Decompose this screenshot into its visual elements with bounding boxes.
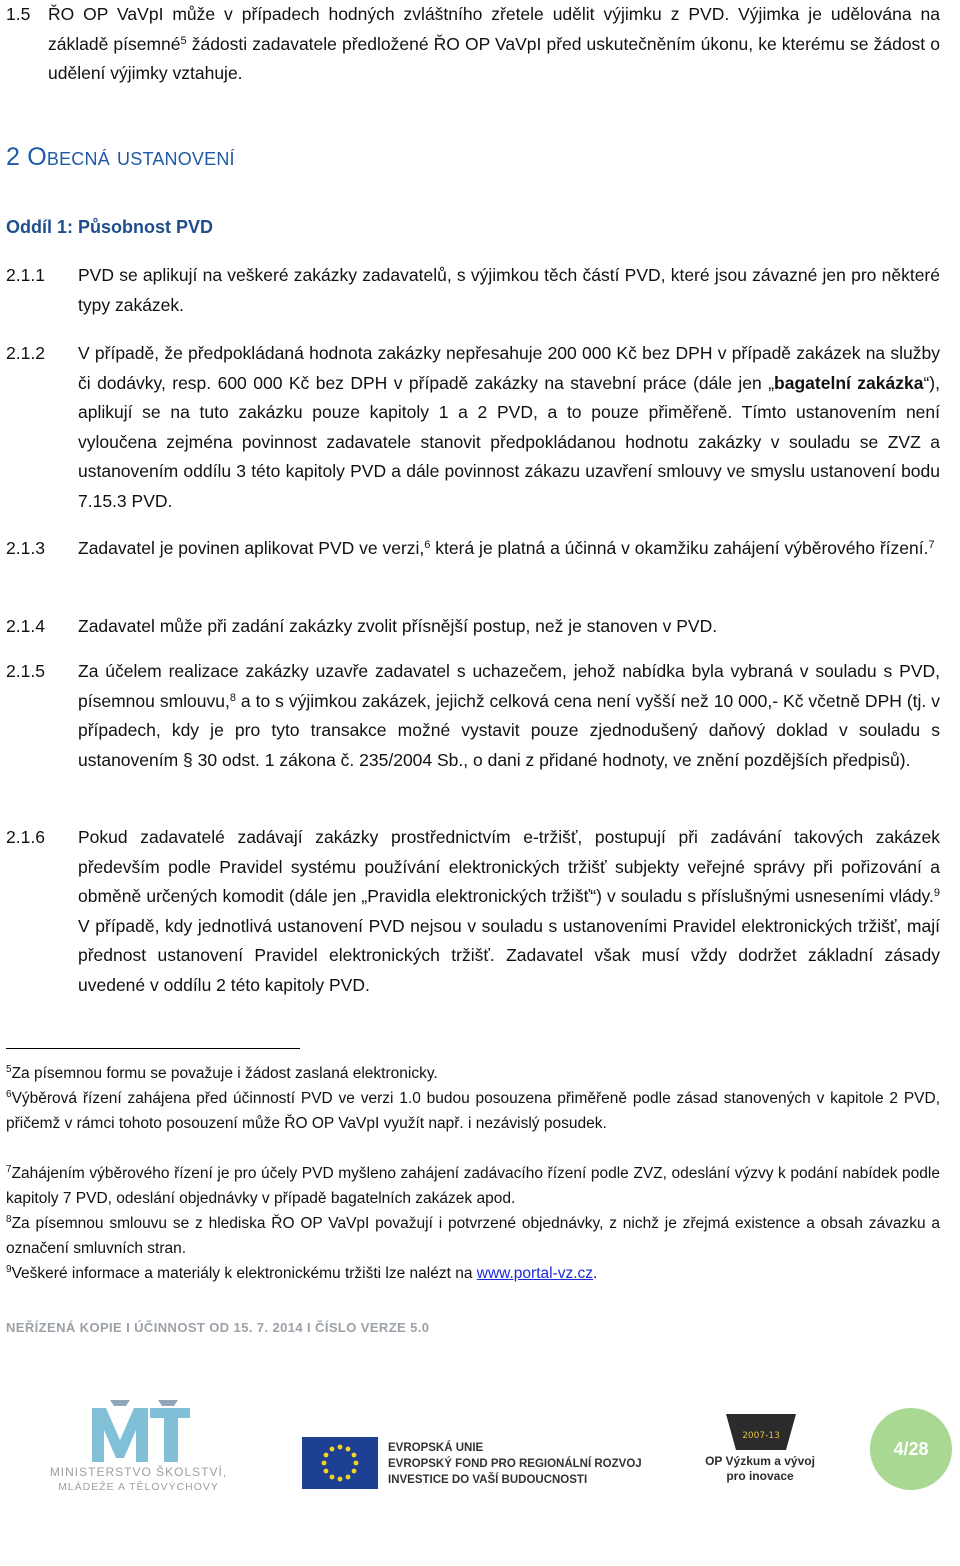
subsection-heading: Oddíl 1: Působnost PVD [6,217,214,237]
paragraph-number: 2.1.1 [6,265,45,285]
footnote-ref[interactable]: 9 [933,887,940,899]
footnote-9 [6,1261,940,1286]
paragraph-text [48,0,940,89]
footnote-mark: 5 [6,1064,12,1075]
text-segment: Zadavatel může při zadání zakázky zvolit přísnější postup, než je stanoven v PVD. [78,616,718,636]
eu-caption [388,1440,642,1488]
msmt-line-2: MLÁDEŽE A TĚLOVÝCHOVY [58,1481,219,1493]
portal-link[interactable]: www.portal-vz.cz [476,1265,594,1282]
text-segment: Zadavatel je povinen aplikovat PVD ve verzi, [78,538,425,558]
text-segment: V případě, kdy jednotlivá ustanovení PVD nejsou v souladu s ustanoveními Pravidel elektronických tržišť, mají přednost ustanovení Pravidel elektronických tržišť. Zadavatel však musí vždy dodržet základní zásady uvedené v oddílu 2 této kapitoly PVD. [78,915,940,995]
footnote-ref[interactable]: 8 [229,691,236,704]
paragraph-text [78,261,940,320]
footnote-separator [6,1048,300,1049]
text-segment: V případě, že předpokládaná hodnota zakázky nepřesahuje 200 000 Kč bez DPH v případě zakázek na služby či dodávky, resp. 600 000 Kč bez DPH v případě zakázky na stavební práce (dále jen „ [78,343,940,393]
paragraph-2-1-6 [6,823,940,1000]
bold-term: bagatelní zakázka [774,372,924,393]
op-caption [690,1454,830,1484]
footnote-7 [6,1161,940,1211]
paragraph-number: 2.1.4 [6,616,45,636]
footnote-text: Výběrová řízení zahájena před účinností PVD ve verzi 1.0 budou posouzena přiměřeně podle zásad stanovených v kapitole 2 PVD, přičemž v rámci tohoto posouzení může ŘO OP VaVpI využít např. i nezávislý posudek. [6,1090,940,1132]
paragraph-number: 2.1.2 [6,343,45,363]
eu-line-3: INVESTICE DO VAŠÍ BUDOUCNOSTI [388,1474,588,1486]
paragraph-2-1-3 [6,534,940,564]
paragraph-2-1-1 [6,261,940,320]
document-status-line: NEŘÍZENÁ KOPIE I ÚČINNOST OD 15. 7. 2014 I ČÍSLO VERZE 5.0 [6,1320,430,1335]
msmt-line-1: MINISTERSTVO ŠKOLSTVÍ, [49,1465,228,1479]
section-heading: 2 Obecná ustanovení [6,143,235,171]
paragraph-number: 2.1.3 [6,538,45,558]
text-segment: která je platná a účinná v okamžiku zahájení výběrového řízení. [430,538,929,558]
text-segment: a to s výjimkou zakázek, jejichž celková cena není vyšší než 10 000,- Kč včetně DPH (tj. v případech, kdy je pro tyto transakce možné vystavit pouze zjednodušený daňový doklad v souladu s ustanovením § 30 odst. 1 zákona č. 235/2004 Sb., o dani z přidané hodnoty, ve znění pozdějších předpisů). [78,690,940,770]
eu-line-2: EVROPSKÝ FOND PRO REGIONÁLNÍ ROZVOJ [388,1458,642,1470]
footnote-mark: 7 [6,1164,12,1175]
eu-flag-icon [302,1437,378,1489]
text-segment: PVD se aplikují na veškeré zakázky zadavatelů, s výjimkou těch částí PVD, které jsou závazné jen pro některé typy zakázek. [78,265,940,315]
footnote-ref[interactable]: 6 [424,539,431,551]
paragraph-1-5 [6,0,940,89]
op-line-1: OP Výzkum a vývoj [705,1454,815,1468]
paragraph-2-1-5 [6,657,940,775]
paragraph-number: 1.5 [6,4,31,24]
paragraph-text [78,534,940,564]
footnote-mark: 9 [6,1264,12,1275]
text-segment: ŘO OP VaVpI může v případech hodných zvláštního zřetele udělit výjimku z PVD. Výjimka je udělována na základě písemné [48,4,940,54]
footnote-text: Veškeré informace a materiály k elektronickému tržišti lze nalézt na [11,1265,477,1282]
paragraph-text [78,823,940,1000]
op-years: 2007-13 [742,1431,780,1441]
text-segment: Pokud zadavatelé zadávají zakázky prostřednictvím e-tržišť, postupují při zadávání takových zakázek především podle Pravidel systému používání elektronických tržišť subjekty veřejné správy při pořizování a obměně určených komodit (dále jen „Pravidla elektronických tržišť“) v souladu s příslušnými usneseními vlády. [78,827,940,906]
text-segment: žádosti zadavatele předložené ŘO OP VaVpI před uskutečněním úkonu, ke kterému se žádost o udělení výjimky vztahuje. [48,33,940,83]
footnote-mark: 8 [6,1214,12,1225]
paragraph-text [78,339,940,516]
page-number: 4/28 [893,1438,929,1459]
footnote-text: . [593,1265,598,1282]
footnote-text: Za písemnou formu se považuje i žádost zaslaná elektronicky. [11,1065,438,1082]
text-segment: “), aplikují se na tuto zakázku pouze kapitoly 1 a 2 PVD, a to pouze přiměřeně. Tímto ustanovením není vyloučena zejména povinnost zadavatele stanovit předpokládanou hodnotu zakázky v souladu se ZVZ a ustanovením oddílu 3 této kapitoly PVD a dále povinnost zákazu uzavření smlouvy ve smyslu ustanovení bodu 7.15.3 PVD. [78,372,940,511]
text-segment: Za účelem realizace zakázky uzavře zadavatel s uchazečem, jehož nabídka byla vybraná v souladu s PVD, písemnou smlouvu, [78,661,940,711]
paragraph-text [78,657,940,775]
footnote-ref[interactable]: 5 [180,34,187,47]
op-line-2: pro inovace [726,1469,794,1483]
eu-line-1: EVROPSKÁ UNIE [388,1442,484,1454]
footnote-ref[interactable]: 7 [928,539,935,551]
paragraph-2-1-2 [6,339,940,516]
footnote-mark: 6 [6,1089,12,1100]
paragraph-number: 2.1.5 [6,661,45,681]
footnote-5 [6,1061,940,1086]
paragraph-number: 2.1.6 [6,827,45,847]
page-number-badge [870,1408,952,1490]
paragraph-2-1-4 [6,612,940,642]
paragraph-text [78,612,940,642]
footnote-text: Za písemnou smlouvu se z hlediska ŘO OP VaVpI považují i potvrzené objednávky, z nichž je zřejmá existence a obsah závazku a označení smluvních stran. [6,1215,940,1257]
footnote-text: Zahájením výběrového řízení je pro účely PVD myšleno zahájení zadávacího řízení podle ZVZ, odeslání výzvy k podání nabídek podle kapitoly 7 PVD, odeslání objednávky v případě bagatelních zakázek apod. [6,1165,940,1207]
footnote-6 [6,1086,940,1136]
footnote-8 [6,1211,940,1261]
msmt-caption [46,1465,231,1495]
